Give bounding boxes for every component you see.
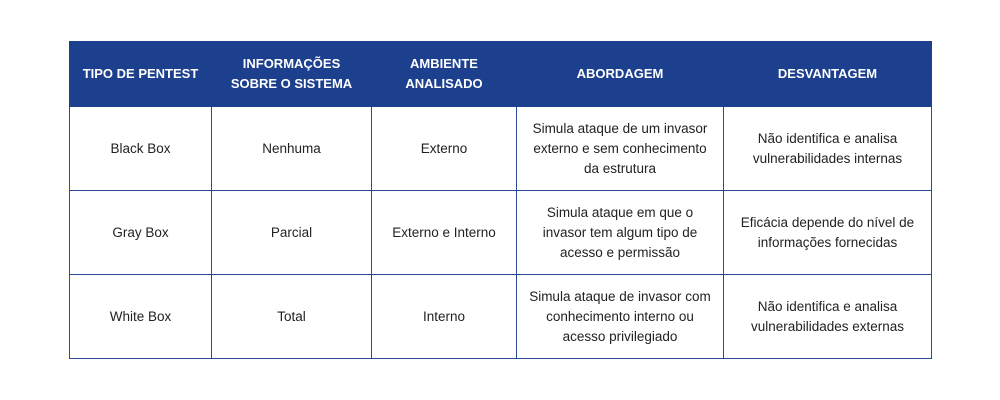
- cell-ambiente: Externo: [372, 107, 517, 191]
- cell-tipo: Black Box: [70, 107, 212, 191]
- header-desvantagem: [724, 42, 932, 107]
- cell-informacoes: Nenhuma: [212, 107, 372, 191]
- cell-desvantagem: Não identifica e analisa vulnerabilidades internas: [724, 107, 932, 191]
- table-row-white-box: [70, 275, 932, 359]
- cell-tipo: White Box: [70, 275, 212, 359]
- cell-abordagem: Simula ataque de invasor com conhecimento interno ou acesso privilegiado: [517, 275, 724, 359]
- table-body: [70, 107, 932, 359]
- table-header: [70, 42, 932, 107]
- cell-ambiente: Interno: [372, 275, 517, 359]
- header-label: DESVANTAGEM: [777, 66, 878, 81]
- header-abordagem: [517, 42, 724, 107]
- header-row: [70, 42, 932, 107]
- cell-desvantagem: Não identifica e analisa vulnerabilidades externas: [724, 275, 932, 359]
- table-row-gray-box: [70, 191, 932, 275]
- cell-tipo: Gray Box: [70, 191, 212, 275]
- header-label: TIPO DE PENTEST: [82, 66, 199, 81]
- cell-ambiente: Externo e Interno: [372, 191, 517, 275]
- header-label: INFORMAÇÕES SOBRE O SISTEMA: [230, 56, 353, 91]
- header-ambiente-analisado: [372, 42, 517, 107]
- header-label: ABORDAGEM: [576, 66, 664, 81]
- cell-desvantagem: Eficácia depende do nível de informações fornecidas: [724, 191, 932, 275]
- cell-abordagem: Simula ataque em que o invasor tem algum tipo de acesso e permissão: [517, 191, 724, 275]
- pentest-comparison-table: [69, 41, 932, 359]
- cell-informacoes: Total: [212, 275, 372, 359]
- header-label: AMBIENTE ANALISADO: [405, 56, 483, 91]
- header-informacoes-sobre-o-sistema: [212, 42, 372, 107]
- cell-abordagem: Simula ataque de um invasor externo e sem conhecimento da estrutura: [517, 107, 724, 191]
- cell-informacoes: Parcial: [212, 191, 372, 275]
- table-row-black-box: [70, 107, 932, 191]
- header-tipo-de-pentest: [70, 42, 212, 107]
